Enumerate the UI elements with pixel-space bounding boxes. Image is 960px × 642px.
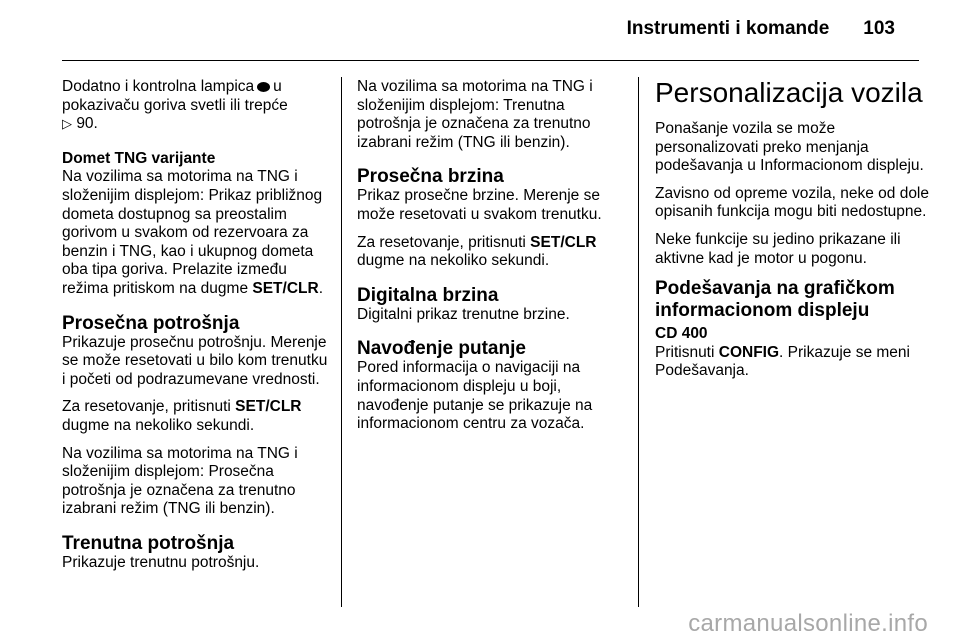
paragraph: Ponašanje vozila se može personalizovati preko menjanja podešavanja u Informacionom displeju.: [655, 120, 924, 175]
column-divider-1: [341, 77, 342, 607]
button-name-set-clr: SET/CLR: [252, 279, 319, 297]
subheading-domet: Domet TNG varijante: [62, 149, 216, 167]
header-rule: [62, 60, 919, 61]
heading-prosecna-potrosnja: Prosečna potrošnja: [62, 312, 240, 334]
header-title-line: [0, 18, 895, 40]
paragraph-text: Za resetovanje, pritisnuti: [62, 398, 236, 416]
paragraph-text: u pokazivaču goriva svetli ili trepće: [62, 78, 288, 114]
paragraph: [62, 168, 332, 298]
button-name-set-clr: SET/CLR: [530, 233, 597, 251]
paragraph: Prikazuje prosečnu potrošnju. Merenje se može resetovati u bilo kom trenutku i početi od podrazumevane vrednosti.: [62, 333, 328, 388]
paragraph-text: dugme na nekoliko sekundi.: [357, 252, 550, 270]
paragraph: [655, 344, 930, 381]
page-reference: 90.: [76, 115, 98, 133]
column-divider-2: [638, 77, 639, 607]
paragraph: Prikaz prosečne brzine. Merenje se može resetovati u svakom trenutku.: [357, 187, 602, 223]
paragraph: Digitalni prikaz trenutne brzine.: [357, 305, 570, 323]
button-name-set-clr: SET/CLR: [235, 398, 302, 416]
column-1: [62, 78, 332, 581]
heading-personalizacija-vozila: Personalizacija vozila: [655, 77, 923, 108]
paragraph-text: Na vozilima sa motorima na TNG i složenijim displejom: Prikaz približnog dometa dostupnog sa preostalim gorivom u svakom od rezervoara za benzin i TNG, kao i ukupnog dometa oba tipa goriva. Prelazite između režima pritiskom na dugme: [62, 168, 323, 297]
reference-arrow-icon: ▷: [62, 116, 72, 132]
column-3: [655, 78, 930, 390]
heading-trenutna-potrosnja: Trenutna potrošnja: [62, 532, 235, 554]
paragraph: Prikazuje trenutnu potrošnju.: [62, 553, 260, 571]
paragraph: Zavisno od opreme vozila, neke od dole opisanih funkcija mogu biti nedostupne.: [655, 184, 929, 221]
heading-navodjenje-putanje: Navođenje putanje: [357, 338, 526, 360]
paragraph-text: Pritisnuti: [655, 343, 719, 361]
paragraph: Neke funkcije su jedino prikazane ili aktivne kad je motor u pogonu.: [655, 230, 901, 267]
paragraph-text: Za resetovanje, pritisnuti: [357, 233, 531, 251]
column-2: [357, 78, 627, 443]
indicator-lamp-icon: [257, 82, 270, 92]
paragraph-text: . Prikazuje se meni Podešavanja.: [655, 343, 910, 380]
button-name-config: CONFIG: [718, 343, 780, 361]
paragraph: Na vozilima sa motorima na TNG i složenijim displejom: Prosečna potrošnja je označena za trenutno izabrani režim (TNG ili benzin).: [62, 444, 298, 518]
paragraph: [62, 398, 332, 435]
section-title: Instrumenti i komande: [626, 18, 830, 39]
paragraph-text: .: [318, 279, 323, 297]
heading-digitalna-brzina: Digitalna brzina: [357, 284, 499, 306]
paragraph: [357, 234, 627, 271]
page-number: 103: [863, 18, 895, 39]
paragraph: Pored informacija o navigaciji na informacionom displeju u boji, navođenje putanje se prikazuje na informacionom centru za vozača.: [357, 359, 593, 433]
paragraph: Na vozilima sa motorima na TNG i složenijim displejom: Trenutna potrošnja je označena za trenutno izabrani režim (TNG ili benzin).: [357, 78, 593, 151]
paragraph-text: Dodatno i kontrolna lampica: [62, 78, 255, 95]
heading-podesavanja-graficki: Podešavanja na grafičkom informacionom displeju: [655, 278, 895, 322]
paragraph: [62, 78, 332, 134]
paragraph-text: dugme na nekoliko sekundi.: [62, 416, 255, 434]
heading-prosecna-brzina: Prosečna brzina: [357, 166, 504, 188]
watermark: carmanualsonline.info: [688, 610, 928, 637]
subheading-cd-400: CD 400: [655, 325, 708, 343]
